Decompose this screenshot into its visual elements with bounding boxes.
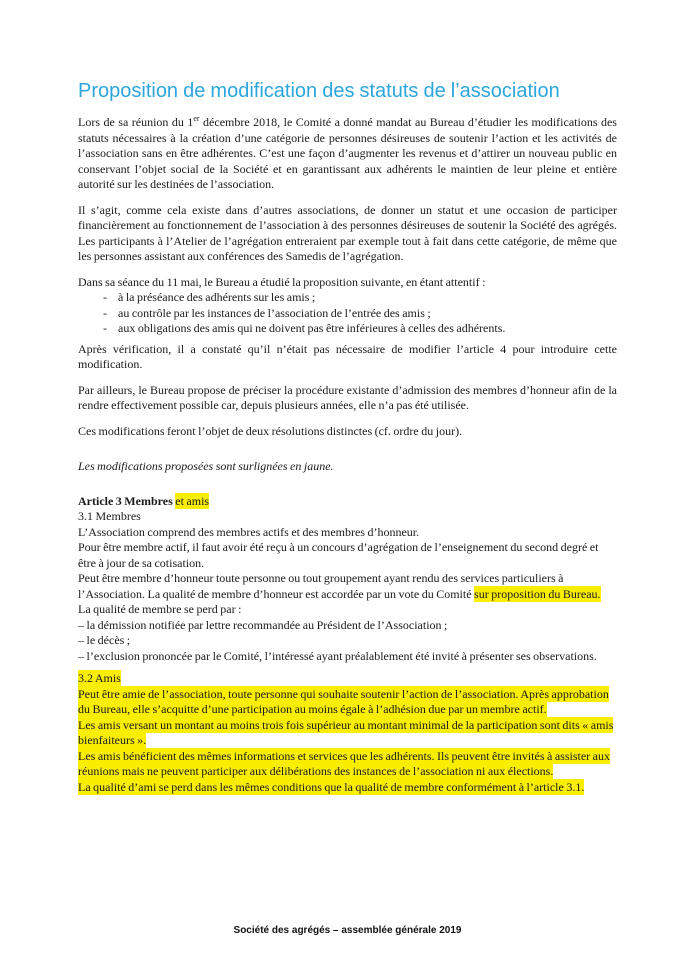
intro-paragraph-1-start: Lors de sa réunion du 1 [78, 115, 194, 129]
dash-marker: - [103, 321, 107, 335]
document-title: Proposition de modification des statuts de l’association [78, 80, 560, 102]
highlight-note: Les modifications proposées sont surlignées en jaune. [78, 459, 334, 473]
article3-heading-bold: Article 3 Membres [78, 493, 176, 508]
seance-intro-paragraph: Dans sa séance du 11 mai, le Bureau a étudié la proposition suivante, en étant attentif : [78, 274, 486, 289]
section-3-1-line-2: Pour être membre actif, il faut avoir été reçu à un concours d’agrégation de l’enseignement du second degré et être à jour de sa cotisation. [78, 540, 599, 570]
section-3-2-paragraph [78, 749, 617, 780]
section-3-2-paragraph-highlight: Les amis bénéficient des mêmes informations et services que les adhérents. Ils peuvent être invités à assister aux réunions mais ne peuvent participer aux délibérations des instances de l’association ni aux élections. [78, 748, 610, 778]
list-item [78, 321, 617, 337]
section-3-1-line-3-start: Peut être membre d’honneur toute personne ou tout groupement ayant rendu des services particuliers à l’Association. La qualité de membre d’honneur est accordée par un vote du Comité [78, 571, 564, 601]
section-3-2-title-highlight: 3.2 Amis [78, 671, 121, 685]
intro-paragraph-2: Il s’agit, comme cela existe dans d’autres associations, de donner un statut et une occasion de participer financièrement au fonctionnement de l’association à des personnes désireuses de soutenir la Société des agrégés. Les participants à l’Atelier de l’agrégation entreraient par exemple tout à fait dans cette catégorie, de même que les personnes assistant aux conférences des Samedis de l’agrégation. [78, 202, 617, 263]
section-3-2-paragraph [78, 718, 617, 749]
section-3-2-paragraph-highlight: Peut être amie de l’association, toute personne qui souhaite soutenir l’action de l’association. Après approbation du Bureau, elle s’acquitte d’une participation au moins égale à l’adhésion due par un membre actif. [78, 686, 609, 716]
section-3-1-item: – l’exclusion prononcée par le Comité, l’intéressé ayant préalablement été invité à présenter ses observations. [78, 648, 597, 663]
section-3-1-line-3-highlight: sur proposition du Bureau. [474, 586, 601, 601]
section-3-2-paragraph-highlight: La qualité d’ami se perd dans les mêmes conditions que la qualité de membre conformément à l’article 3.1. [78, 779, 585, 794]
section-3-1-line-3 [78, 571, 617, 602]
verification-paragraph: Après vérification, il a constaté qu’il n’était pas nécessaire de modifier l’article 4 pour introduire cette modification. [78, 341, 617, 371]
document-content [0, 80, 695, 795]
ailleurs-paragraph: Par ailleurs, le Bureau propose de préciser la procédure existante d’admission des membres d’honneur afin de la rendre effectivement possible car, depuis plusieurs années, elle n’a pas été utilisée. [78, 382, 617, 412]
ordinal-superscript: er [193, 114, 200, 123]
list-item-text: aux obligations des amis qui ne doivent pas être inférieures à celles des adhérents. [118, 321, 506, 335]
list-item [78, 290, 617, 306]
section-3-2-title [78, 671, 617, 687]
section-3-2 [78, 671, 617, 795]
resolutions-paragraph: Ces modifications feront l’objet de deux résolutions distinctes (cf. ordre du jour). [78, 423, 463, 438]
section-3-2-paragraph [78, 780, 617, 796]
section-3-1-item: – le décès ; [78, 633, 131, 647]
section-3-1-line-4: La qualité de membre se perd par : [78, 602, 242, 616]
document-page [0, 80, 695, 980]
section-3-2-paragraph-highlight: Les amis versant un montant au moins trois fois supérieur au montant minimal de la participation sont dits « amis bienfaiteurs ». [78, 717, 614, 747]
intro-paragraph-1 [78, 115, 617, 193]
section-3-2-paragraph [78, 687, 617, 718]
list-item-text: au contrôle par les instances de l’association de l’entrée des amis ; [118, 305, 431, 320]
section-3-1-item: – la démission notifiée par lettre recommandée au Président de l’Association ; [78, 617, 448, 632]
article3-heading [78, 494, 617, 510]
page-footer: Société des agrégés – assemblée générale 2019 [233, 925, 462, 936]
dash-marker: - [103, 290, 107, 304]
attention-list [78, 290, 617, 337]
list-item-text: à la préséance des adhérents sur les amis ; [118, 290, 316, 304]
list-item [78, 306, 617, 322]
dash-marker: - [103, 305, 107, 320]
article3-section [78, 494, 617, 796]
section-3-1-title: 3.1 Membres [78, 509, 141, 523]
article3-heading-highlight: et amis [175, 493, 210, 508]
section-3-1-line-1: L’Association comprend des membres actifs et des membres d’honneur. [78, 524, 420, 539]
intro-paragraph-1-rest: décembre 2018, le Comité a donné mandat au Bureau d’étudier les modifications des statuts nécessaires à la création d’une catégorie de personnes désireuses de soutenir l’action et les activités de l’association sans en être adhérentes. C’est une façon d’augmenter les revenus et d’attirer un nouveau public en conservant l’objet social de la Société et en garantissant aux adhérents le maintien de leur pleine et entière autorité sur les destinées de l’association. [78, 115, 617, 191]
